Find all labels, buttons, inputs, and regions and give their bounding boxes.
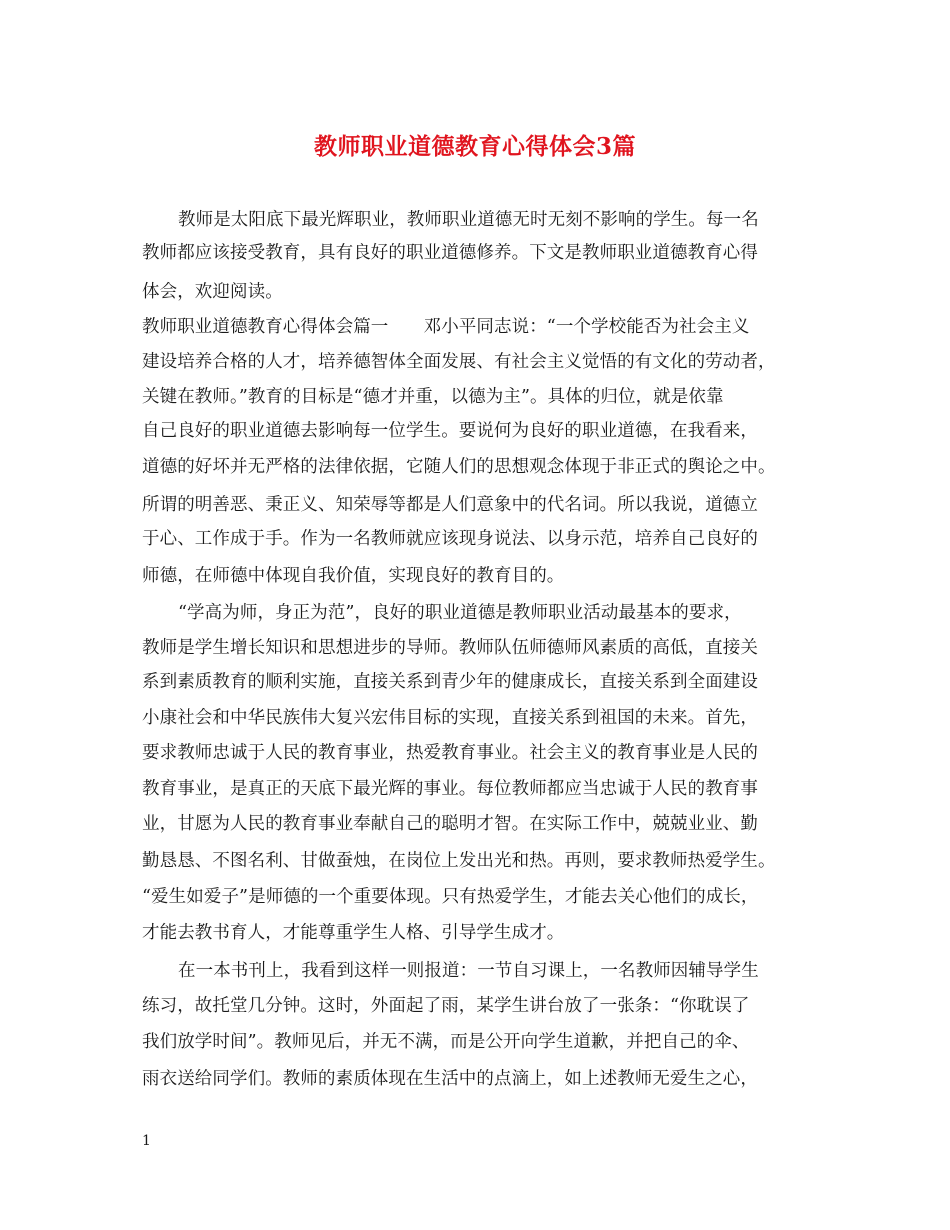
body-line: 小康社会和中华民族伟大复兴宏伟目标的实现，直接关系到祖国的未来。首先， — [142, 708, 758, 728]
body-line: 自己良好的职业道德去影响每一位学生。要说何为良好的职业道德，在我看来， — [142, 421, 758, 441]
body-line: 要求教师忠诚于人民的教育事业，热爱教育事业。社会主义的教育事业是人民的 — [142, 743, 758, 763]
body-line: 在一本书刊上，我看到这样一则报道：一节自习课上，一名教师因辅导学生 — [178, 961, 759, 981]
body-line: 练习，故托堂几分钟。这时，外面起了雨，某学生讲台放了一张条：“你耽误了 — [142, 996, 750, 1016]
body-line: 教师是太阳底下最光辉职业，教师职业道德无时无刻不影响的学生。每一名 — [178, 210, 759, 230]
body-line: 勤恳恳、不图名利、甘做蚕烛，在岗位上发出光和热。再则，要求教师热爱学生。 — [142, 851, 776, 871]
body-line: 关键在教师。”教育的目标是“德才并重，以德为主”。具体的归位，就是依靠 — [142, 387, 724, 407]
body-line: 教育事业，是真正的天底下最光辉的事业。每位教师都应当忠诚于人民的教育事 — [142, 779, 758, 799]
body-line: 师德，在师德中体现自我价值，实现良好的教育目的。 — [142, 566, 565, 586]
body-line: 建设培养合格的人才，培养德智体全面发展、有社会主义觉悟的有文化的劳动者， — [142, 352, 776, 372]
body-line: 系到素质教育的顺利实施，直接关系到青少年的健康成长，直接关系到全面建设 — [142, 672, 758, 692]
body-line: “爱生如爱子”是师德的一个重要体现。只有热爱学生，才能去关心他们的成长， — [142, 887, 759, 907]
body-line: 才能去教书育人，才能尊重学生人格、引导学生成才。 — [142, 923, 565, 943]
body-line: 体会，欢迎阅读。 — [142, 282, 283, 302]
body-line: 所谓的明善恶、秉正义、知荣辱等都是人们意象中的代名词。所以我说，道德立 — [142, 495, 758, 515]
body-line: 道德的好坏并无严格的法律依据，它随人们的思想观念体现于非正式的舆论之中。 — [142, 457, 776, 477]
body-line: 业，甘愿为人民的教育事业奉献自己的聪明才智。在实际工作中，兢兢业业、勤 — [142, 814, 758, 834]
body-line: 我们放学时间”。教师见后，并无不满，而是公开向学生道歉，并把自己的伞、 — [142, 1032, 750, 1052]
body-line: 雨衣送给同学们。教师的素质体现在生活中的点滴上，如上述教师无爱生之心， — [142, 1069, 758, 1089]
body-line: 教师都应该接受教育，具有良好的职业道德修养。下文是教师职业道德教育心得 — [142, 243, 758, 263]
body-line: 教师是学生增长知识和思想进步的导师。教师队伍师德师风素质的高低，直接关 — [142, 638, 758, 658]
body-line: 教师职业道德教育心得体会篇一 邓小平同志说：“一个学校能否为社会主义 — [142, 317, 750, 337]
document-title: 教师职业道德教育心得体会3篇 — [313, 133, 636, 160]
body-line: 于心、工作成于手。作为一名教师就应该现身说法、以身示范，培养自己良好的 — [142, 529, 758, 549]
body-line: “学高为师，身正为范”，良好的职业道德是教师职业活动最基本的要求， — [178, 603, 742, 623]
page-number: 1 — [142, 1133, 151, 1149]
